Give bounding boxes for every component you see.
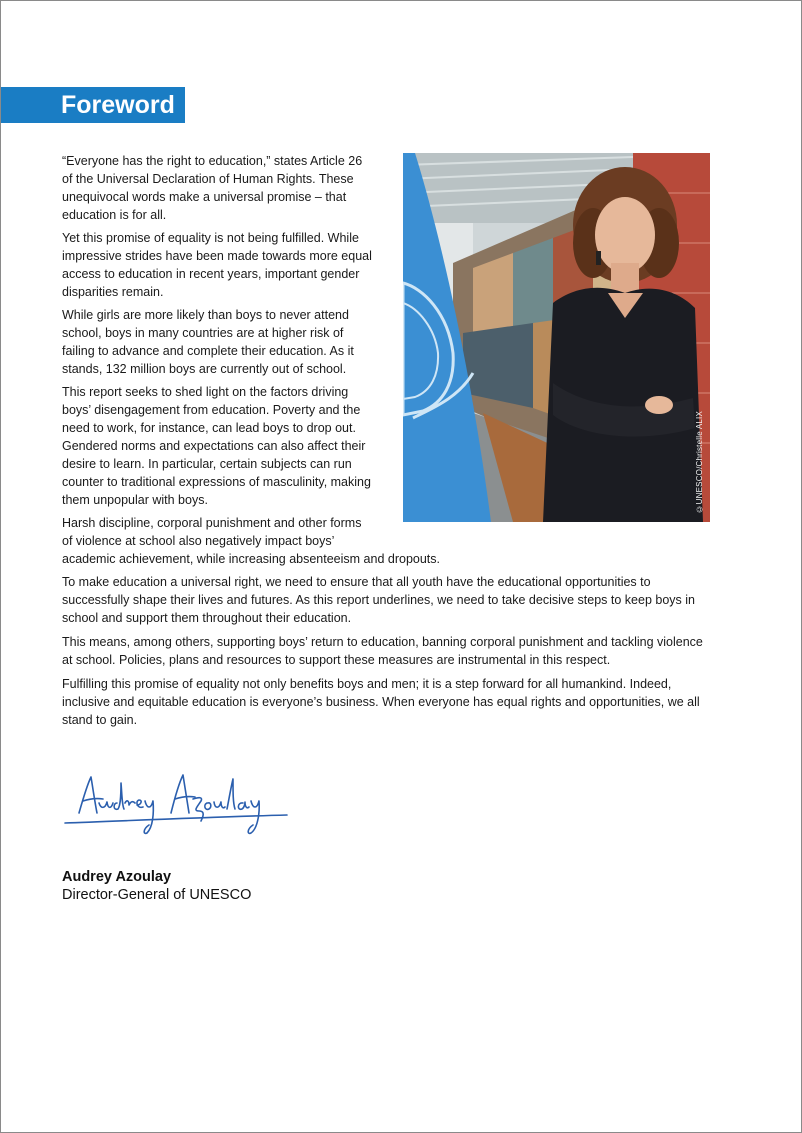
paragraph-2: Yet this promise of equality is not being fulfilled. While impressive strides have been made towards more equal access to education in recent years, important gender disparities remain. [62,231,372,299]
signatory-title: Director-General of UNESCO [62,887,252,903]
paragraph-4: This report seeks to shed light on the factors driving boys’ disengagement from education. Poverty and the need to work, for instance, can lead boys to drop out. Gendered norms and expectations can also affect their desire to learn. In particular, certain subjects can run counter to traditional expressions of masculinity, making them unpopular with boys. [62,385,371,507]
paragraph-6: To make education a universal right, we need to ensure that all youth have the educational opportunities to successfully shape their lives and futures. As this report underlines, we need to take decisive steps to keep boys in school and support them throughout their education. [62,575,695,625]
portrait-photo [403,153,710,522]
page-title: Foreword [1,87,185,123]
paragraph-1: “Everyone has the right to education,” states Article 26 of the Universal Declaration of Human Rights. These unequivocal words make a universal promise – that education is for all. [62,154,363,222]
handwritten-signature [61,769,291,841]
paragraph-5 [62,514,482,568]
paragraph-5-line-1: Harsh discipline, corporal punishment and other forms [62,516,362,530]
paragraph-7: This means, among others, supporting boys’ return to education, banning corporal punishment and tackling violence at school. Policies, plans and resources to support these measures are instrumental in this respect. [62,635,703,667]
paragraph-5-line-2: of violence at school also negatively impact boys’ [62,534,335,548]
paragraph-5-line-3: academic achievement, while increasing absenteeism and dropouts. [62,552,440,566]
paragraph-8: Fulfilling this promise of equality not only benefits boys and men; it is a step forward for all humankind. Indeed, inclusive and equitable education is everyone’s business. When everyone has equal rights and opportunities, we all stand to gain. [62,677,700,727]
paragraph-3: While girls are more likely than boys to never attend school, boys in many countries are at higher risk of failing to advance and complete their education. As it stands, 132 million boys are currently out of school. [62,308,354,376]
photo-credit: ©UNESCO/Christelle ALIX [695,411,704,514]
portrait-illustration [403,153,710,522]
signature-drawing [61,769,291,841]
signatory-name: Audrey Azoulay [62,869,172,885]
